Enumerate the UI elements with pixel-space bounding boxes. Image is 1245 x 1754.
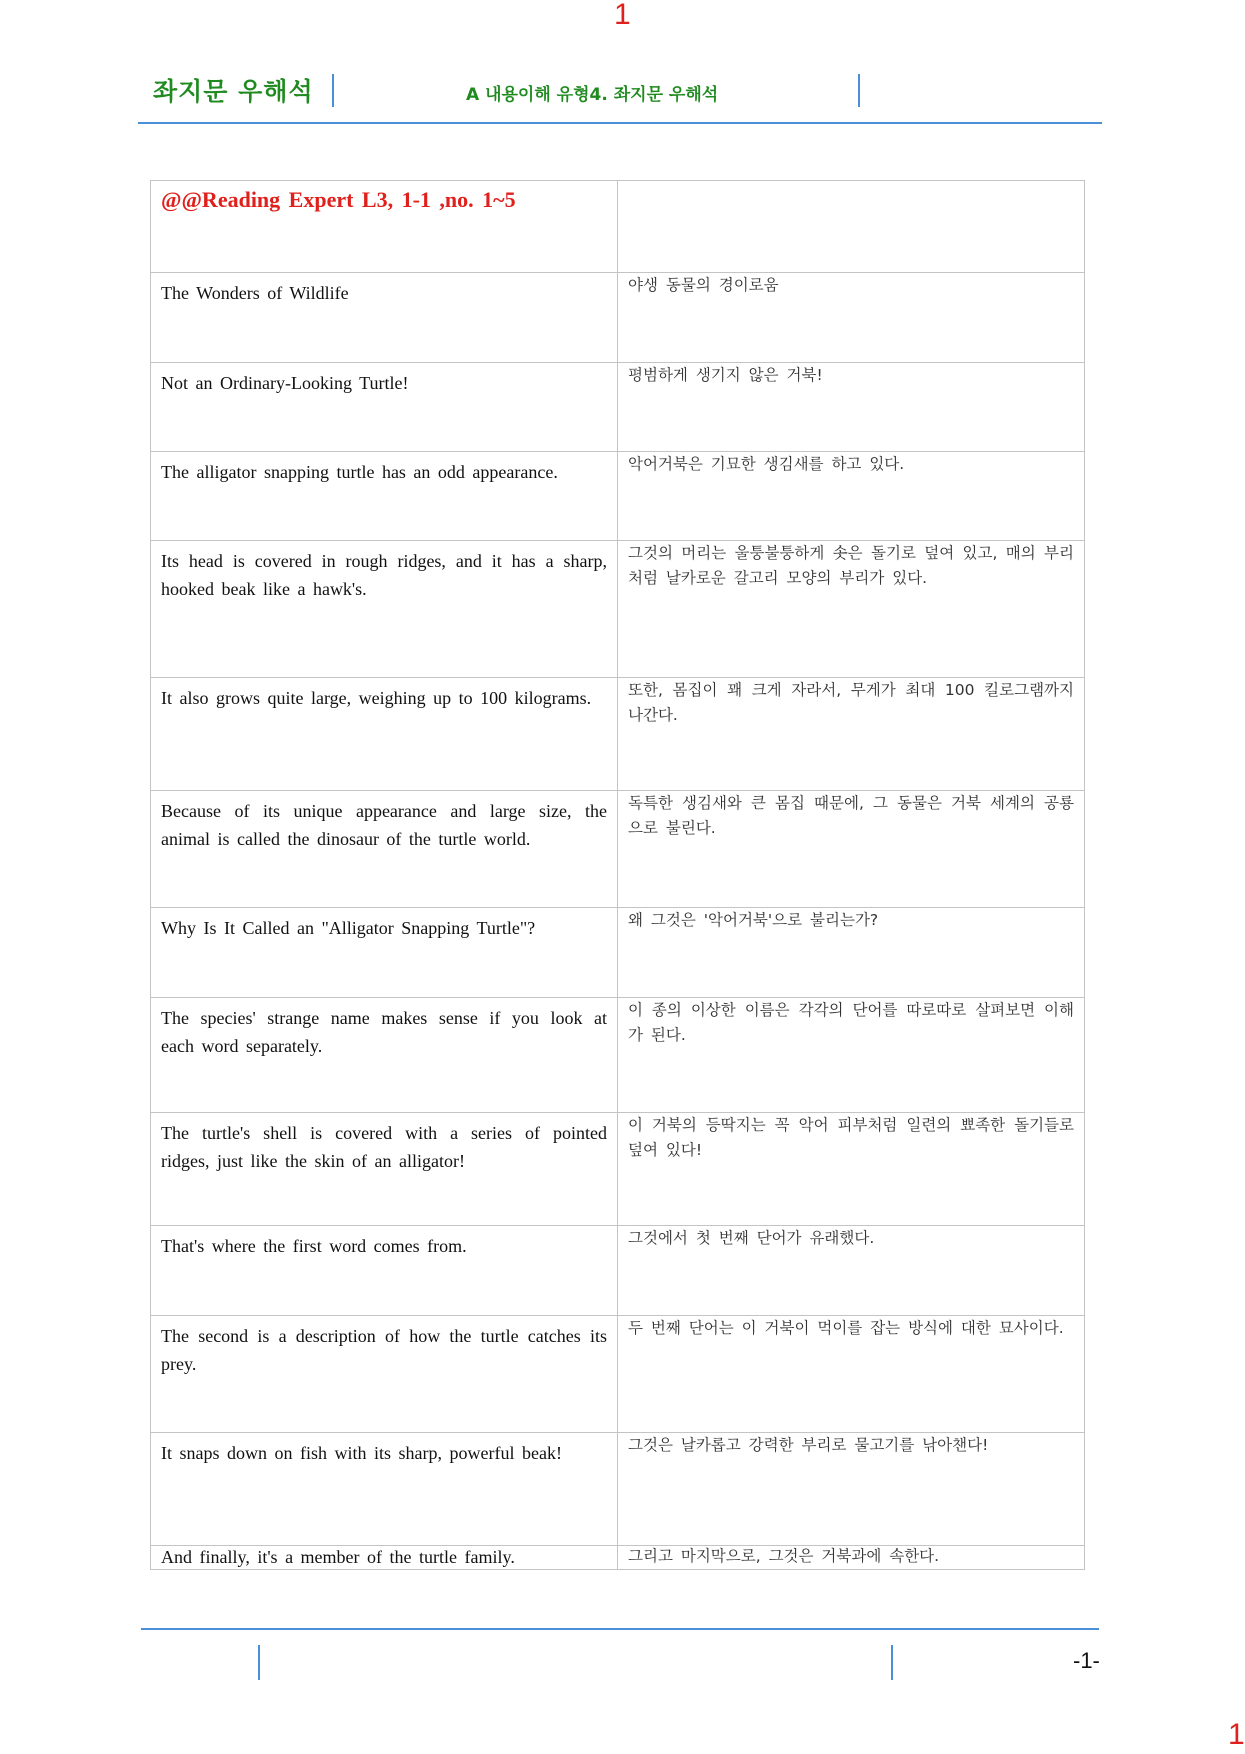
table-row [151,1433,1085,1546]
table-row [151,1226,1085,1316]
korean-translation: 그것에서 첫 번째 단어가 유래했다. [618,1226,1085,1316]
table-row [151,452,1085,541]
table-row [151,363,1085,452]
header-subtitle: A 내용이해 유형4. 좌지문 우해석 [466,85,719,105]
table-row [151,541,1085,678]
header-divider-right [858,74,860,107]
table-row [151,791,1085,908]
english-sentence: It snaps down on fish with its sharp, powerful beak! [151,1433,618,1546]
english-sentence: It also grows quite large, weighing up to 100 kilograms. [151,678,618,791]
korean-translation: 독특한 생김새와 큰 몸집 때문에, 그 동물은 거북 세계의 공룡으로 불린다. [618,791,1085,908]
english-sentence: The Wonders of Wildlife [151,273,618,363]
page-mark-bottom: 1 [1228,1718,1245,1751]
table-title: @@Reading Expert L3, 1-1 ,no. 1~5 [151,181,618,273]
korean-translation: 그것의 머리는 울퉁불퉁하게 솟은 돌기로 덮여 있고, 매의 부리처럼 날카로운 갈고리 모양의 부리가 있다. [618,541,1085,678]
english-sentence: And finally, it's a member of the turtle family. [151,1546,618,1570]
korean-translation: 왜 그것은 '악어거북'으로 불리는가? [618,908,1085,998]
english-sentence: The second is a description of how the turtle catches its prey. [151,1316,618,1433]
table-row [151,908,1085,998]
korean-translation: 또한, 몸집이 꽤 크게 자라서, 무게가 최대 100 킬로그램까지 나간다. [618,678,1085,791]
english-sentence: That's where the first word comes from. [151,1226,618,1316]
translation-table [150,180,1085,1570]
english-sentence: Why Is It Called an "Alligator Snapping Turtle"? [151,908,618,998]
footer-divider-left [258,1645,260,1680]
korean-translation: 이 거북의 등딱지는 꼭 악어 피부처럼 일련의 뾰족한 돌기들로 덮여 있다! [618,1113,1085,1226]
english-sentence: Its head is covered in rough ridges, and it has a sharp, hooked beak like a hawk's. [151,541,618,678]
footer-rule [141,1628,1099,1630]
table-title-row [151,181,1085,273]
footer-divider-right [891,1645,893,1680]
korean-translation: 야생 동물의 경이로움 [618,273,1085,363]
english-sentence: The alligator snapping turtle has an odd appearance. [151,452,618,541]
korean-translation: 그리고 마지막으로, 그것은 거북과에 속한다. [618,1546,1085,1570]
korean-translation: 이 종의 이상한 이름은 각각의 단어를 따로따로 살펴보면 이해가 된다. [618,998,1085,1113]
english-sentence: Because of its unique appearance and large size, the animal is called the dinosaur of the turtle world. [151,791,618,908]
header-title: 좌지문 우해석 [153,77,314,106]
english-sentence: Not an Ordinary-Looking Turtle! [151,363,618,452]
korean-translation: 평범하게 생기지 않은 거북! [618,363,1085,452]
table-row [151,1113,1085,1226]
table-row [151,998,1085,1113]
table-title-empty-cell [618,181,1085,273]
header-rule [138,122,1102,124]
korean-translation: 악어거북은 기묘한 생김새를 하고 있다. [618,452,1085,541]
header-divider-left [332,74,334,107]
table-row [151,273,1085,363]
table-row [151,1546,1085,1570]
page-number: -1- [1073,1648,1100,1673]
english-sentence: The species' strange name makes sense if you look at each word separately. [151,998,618,1113]
english-sentence: The turtle's shell is covered with a series of pointed ridges, just like the skin of an alligator! [151,1113,618,1226]
korean-translation: 그것은 날카롭고 강력한 부리로 물고기를 낚아챈다! [618,1433,1085,1546]
table-row [151,678,1085,791]
table-row [151,1316,1085,1433]
korean-translation: 두 번째 단어는 이 거북이 먹이를 잡는 방식에 대한 묘사이다. [618,1316,1085,1433]
page-mark-top: 1 [614,0,631,31]
